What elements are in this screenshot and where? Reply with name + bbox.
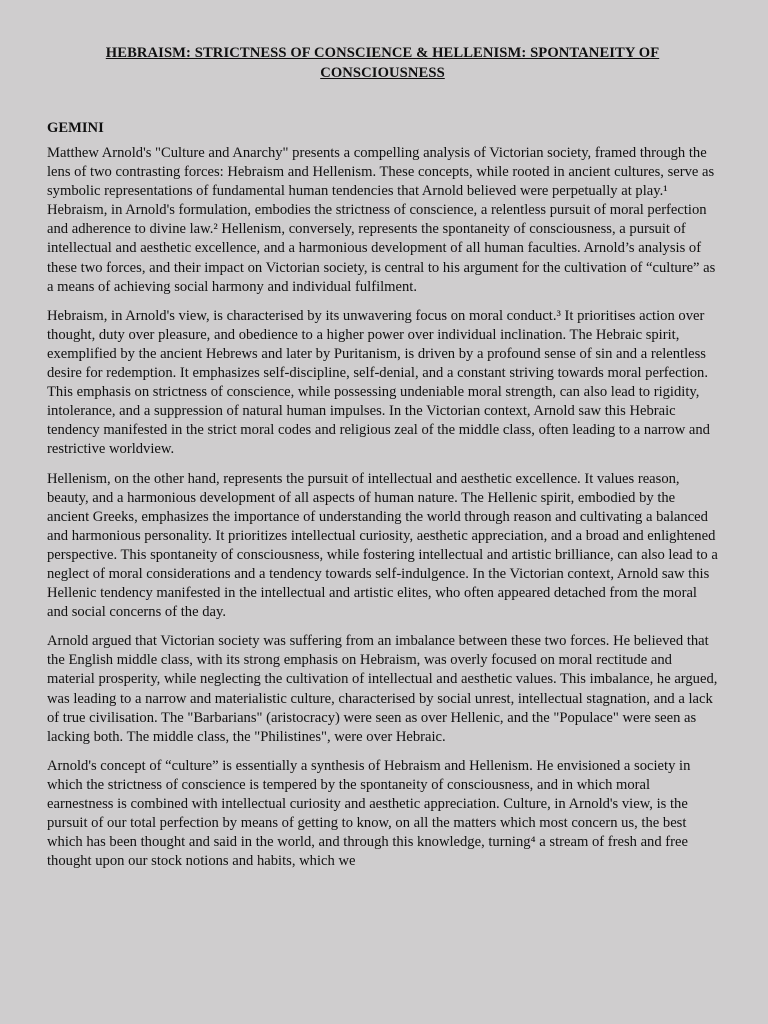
paragraph-5: Arnold's concept of “culture” is essentially a synthesis of Hebraism and Hellenism. He envisioned a society in which the strictness of conscience is tempered by the spontaneity of consciousness, and in which moral earnestness is combined with intellectual curiosity and aesthetic appreciation. Culture, in Arnold's view, is the pursuit of our total perfection by means of getting to know, on all the matters which most concern us, the best which has been thought and said in the world, and through this knowledge, turning⁴ a stream of fresh and free thought upon our stock notions and habits, which we [47,757,691,870]
paragraph-1: Matthew Arnold's "Culture and Anarchy" presents a compelling analysis of Victorian society, framed through the lens of two contrasting forces: Hebraism and Hellenism. These concepts, while rooted in ancient cultures, serve as symbolic representations of fundamental human tendencies that Arnold believed were perpetually at play.¹ Hebraism, in Arnold's formulation, embodies the strictness of conscience, a relentless pursuit of moral perfection and adherence to divine law.² Hellenism, conversely, represents the spontaneity of consciousness, a pursuit of intellectual and aesthetic excellence, and a harmonious development of all human faculties. Arnold’s analysis of these two forces, and their impact on Victorian society, is central to his argument for the cultivation of “culture” as a means of achieving social harmony and individual fulfilment. [47,145,716,295]
document-title: HEBRAISM: STRICTNESS OF CONSCIENCE & HELLENISM: SPONTANEITY OF CONSCIOUSNESS [105,45,660,81]
paragraph-2: Hebraism, in Arnold's view, is characterised by its unwavering focus on moral conduct.³ It prioritises action over thought, duty over pleasure, and obedience to a higher power over individual inclination. The Hebraic spirit, exemplified by the ancient Hebrews and later by Puritanism, is driven by a profound sense of sin and a relentless desire for redemption. It emphasizes self-discipline, self-denial, and a constant striving towards moral perfection. This emphasis on strictness of conscience, while possessing undeniable moral strength, can also lead to rigidity, intolerance, and a suppression of natural human impulses. In the Victorian context, Arnold saw this Hebraic tendency manifested in the strict moral codes and religious zeal of the middle class, often leading to a narrow and restrictive worldview. [47,307,710,458]
paragraph-4: Arnold argued that Victorian society was suffering from an imbalance between these two forces. He believed that the English middle class, with its strong emphasis on Hebraism, was overly focused on moral rectitude and material prosperity, while neglecting the cultivation of intellectual and aesthetic values. This imbalance, he argued, was leading to a narrow and materialistic culture, characterised by social unrest, intellectual stagnation, and a lack of true civilisation. The "Barbarians" (aristocracy) were seen as over Hellenic, and the "Populace" were seen as lacking both. The middle class, the "Philistines", were over Hebraic. [47,633,718,745]
section-label: GEMINI [47,120,104,136]
paragraph-3: Hellenism, on the other hand, represents the pursuit of intellectual and aesthetic excellence. It values reason, beauty, and a harmonious development of all aspects of human nature. The Hellenic spirit, embodied by the ancient Greeks, emphasizes the importance of understanding the world through reason and cultivating a balanced and harmonious personality. It prioritizes intellectual curiosity, aesthetic appreciation, and a broad and enlightened perspective. This spontaneity of consciousness, while fostering intellectual and artistic brilliance, can also lead to a neglect of moral considerations and a tendency towards self-indulgence. In the Victorian context, Arnold saw this Hellenic tendency manifested in the intellectual and artistic elites, who often appeared detached from the moral and social concerns of the day. [47,470,718,621]
